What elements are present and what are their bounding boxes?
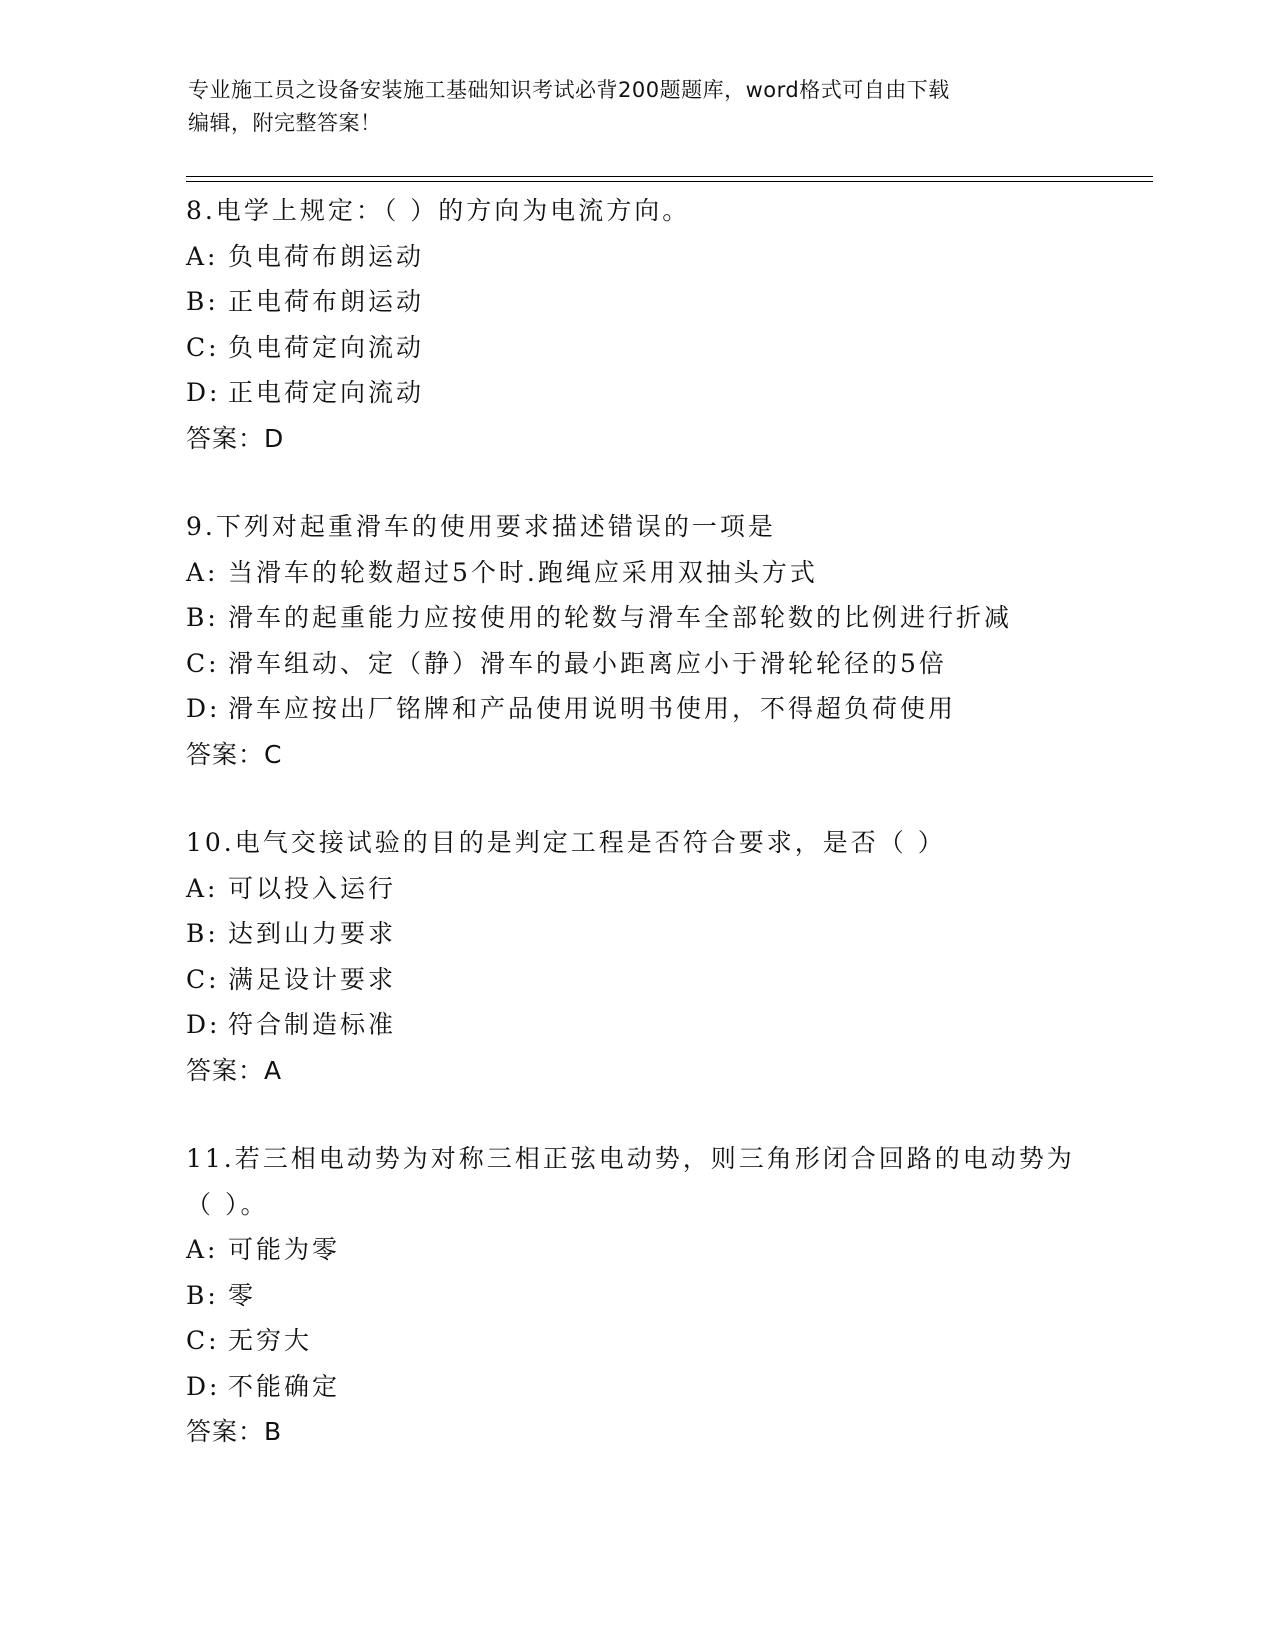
option-text: 达到山力要求	[228, 919, 397, 948]
question-9	[186, 504, 1086, 777]
option-text: 正电荷定向流动	[228, 378, 425, 407]
option-b	[186, 279, 1086, 325]
option-letter: A:	[186, 557, 219, 587]
option-b	[186, 1273, 1086, 1319]
option-letter: A:	[186, 1235, 219, 1264]
option-a	[186, 866, 1086, 912]
option-letter: A:	[186, 241, 219, 271]
option-text: 当滑车的轮数超过5个时.跑绳应采用双抽头方式	[228, 557, 818, 587]
question-8	[186, 188, 1086, 461]
option-letter: A:	[186, 873, 219, 903]
option-text: 负电荷布朗运动	[228, 241, 425, 271]
option-text: 可能为零	[228, 1235, 341, 1264]
option-text: 负电荷定向流动	[228, 332, 425, 362]
question-11	[186, 1136, 1086, 1455]
header-divider-top	[186, 176, 1153, 177]
question-text: 10.电气交接试验的目的是判定工程是否符合要求，是否（ ）	[186, 828, 946, 857]
option-d	[186, 370, 1086, 416]
option-c	[186, 957, 1086, 1003]
option-letter: C:	[186, 1326, 220, 1355]
header-line-1: 专业施工员之设备安装施工基础知识考试必背200题题库，word格式可自由下载	[188, 78, 950, 102]
option-a	[186, 1227, 1086, 1273]
option-a	[186, 550, 1086, 596]
option-letter: C:	[186, 648, 220, 678]
option-text: 不能确定	[228, 1371, 341, 1401]
document-header	[188, 74, 1068, 140]
option-text: 正电荷布朗运动	[228, 287, 425, 316]
option-letter: C:	[186, 964, 220, 994]
option-letter: B:	[186, 287, 219, 316]
header-divider-bottom	[186, 181, 1153, 182]
answer: 答案：B	[186, 1417, 283, 1446]
option-text: 可以投入运行	[228, 873, 397, 903]
option-letter: D:	[186, 694, 221, 723]
option-text: 无穷大	[228, 1326, 313, 1355]
option-b	[186, 595, 1086, 641]
option-text: 零	[228, 1280, 257, 1310]
option-letter: B:	[186, 919, 219, 948]
option-letter: D:	[186, 1010, 221, 1039]
option-d	[186, 1002, 1086, 1048]
option-letter: D:	[186, 1371, 221, 1401]
option-letter: C:	[186, 332, 220, 362]
option-text: 滑车组动、定（静）滑车的最小距离应小于滑轮轮径的5倍	[228, 648, 947, 678]
answer: 答案：D	[186, 423, 285, 453]
option-letter: D:	[186, 378, 221, 407]
question-text: 11.若三相电动势为对称三相正弦电动势，则三角形闭合回路的电动势为（ ）。	[186, 1144, 1075, 1219]
option-text: 符合制造标准	[228, 1010, 397, 1039]
option-d	[186, 1364, 1086, 1410]
option-text: 滑车的起重能力应按使用的轮数与滑车全部轮数的比例进行折减	[228, 603, 1013, 632]
option-b	[186, 911, 1086, 957]
question-text: 9.下列对起重滑车的使用要求描述错误的一项是	[186, 512, 776, 541]
option-text: 满足设计要求	[228, 964, 397, 994]
option-a	[186, 234, 1086, 280]
question-text: 8.电学上规定：（ ）的方向为电流方向。	[186, 196, 691, 225]
option-d	[186, 686, 1086, 732]
option-letter: B:	[186, 603, 219, 632]
option-c	[186, 641, 1086, 687]
question-10	[186, 820, 1086, 1093]
option-letter: B:	[186, 1280, 219, 1310]
answer: 答案：C	[186, 739, 283, 769]
option-text: 滑车应按出厂铭牌和产品使用说明书使用，不得超负荷使用	[228, 694, 957, 723]
option-c	[186, 1318, 1086, 1364]
option-c	[186, 325, 1086, 371]
header-line-2: 编辑，附完整答案！	[188, 111, 382, 135]
answer: 答案：A	[186, 1055, 283, 1085]
